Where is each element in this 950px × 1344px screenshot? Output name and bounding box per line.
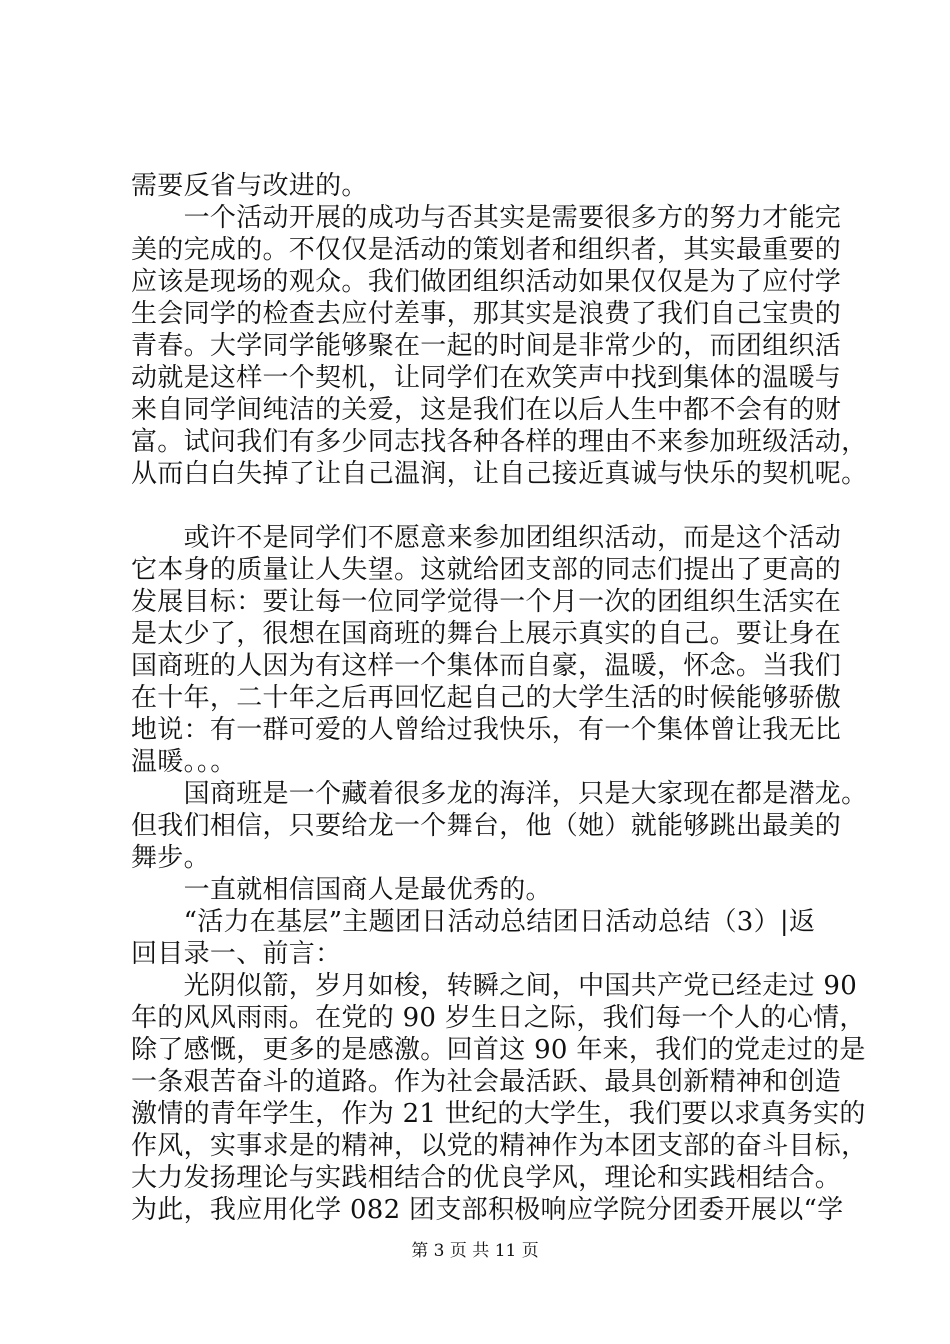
text-line: 一直就相信国商人是最优秀的。 — [131, 875, 552, 905]
text-line: 一个活动开展的成功与否其实是需要很多方的努力才能完 — [131, 203, 842, 233]
text-line: 但我们相信，只要给龙一个舞台，他（她）就能够跳出最美的 — [131, 811, 842, 841]
text-line: 需要反省与改进的。 — [131, 171, 368, 201]
text-line: 或许不是同学们不愿意来参加团组织活动，而是这个活动 — [131, 523, 842, 553]
page-number-footer: 第 3 页 共 11 页 — [411, 1241, 539, 1261]
text-line: 在十年，二十年之后再回忆起自己的大学生活的时候能够骄傲 — [131, 683, 842, 713]
text-line: 除了感慨，更多的是感激。回首这 90 年来，我们的党走过的是 — [131, 1035, 866, 1065]
text-line: 应该是现场的观众。我们做团组织活动如果仅仅是为了应付学 — [131, 267, 842, 297]
text-line: 大力发扬理论与实践相结合的优良学风，理论和实践相结合。 — [131, 1163, 842, 1193]
text-line: 它本身的质量让人失望。这就给团支部的同志们提出了更高的 — [131, 555, 842, 585]
text-line: 地说：有一群可爱的人曾给过我快乐，有一个集体曾让我无比 — [131, 715, 842, 745]
text-line: 青春。大学同学能够聚在一起的时间是非常少的，而团组织活 — [131, 331, 842, 361]
text-line: 年的风风雨雨。在党的 90 岁生日之际，我们每一个人的心情， — [131, 1003, 866, 1033]
text-line: 一条艰苦奋斗的道路。作为社会最活跃、最具创新精神和创造 — [131, 1067, 842, 1097]
text-line: 生会同学的检查去应付差事，那其实是浪费了我们自己宝贵的 — [131, 299, 842, 329]
text-line: 富。试问我们有多少同志找各种各样的理由不来参加班级活动， — [131, 427, 868, 457]
text-line: 激情的青年学生，作为 21 世纪的大学生，我们要以求真务实的 — [131, 1099, 866, 1129]
text-line: 国商班是一个藏着很多龙的海洋，只是大家现在都是潜龙。 — [131, 779, 868, 809]
text-line: 作风，实事求是的精神，以党的精神作为本团支部的奋斗目标， — [131, 1131, 868, 1161]
section-heading-line: “活力在基层”主题团日活动总结团日活动总结（3）|返 — [131, 907, 816, 937]
text-line: 光阴似箭，岁月如梭，转瞬之间，中国共产党已经走过 90 — [131, 971, 858, 1001]
text-line: 动就是这样一个契机，让同学们在欢笑声中找到集体的温暖与 — [131, 363, 842, 393]
text-line: 国商班的人因为有这样一个集体而自豪，温暖，怀念。当我们 — [131, 651, 842, 681]
paragraph-gap — [131, 490, 851, 522]
text-line: 为此，我应用化学 082 团支部积极响应学院分团委开展以“学 — [131, 1195, 844, 1225]
text-line: 舞步。 — [131, 843, 210, 873]
text-line: 发展目标：要让每一位同学觉得一个月一次的团组织生活实在 — [131, 587, 842, 617]
text-line: 从而白白失掉了让自己温润，让自己接近真诚与快乐的契机呢。 — [131, 459, 868, 489]
document-body — [131, 170, 868, 1226]
text-line: 温暖。。。 — [131, 747, 237, 777]
text-line: 美的完成的。不仅仅是活动的策划者和组织者，其实最重要的 — [131, 235, 842, 265]
text-line: 是太少了，很想在国商班的舞台上展示真实的自己。要让身在 — [131, 619, 842, 649]
section-heading-line: 回目录一、前言： — [131, 939, 342, 969]
text-line: 来自同学间纯洁的关爱，这是我们在以后人生中都不会有的财 — [131, 395, 842, 425]
